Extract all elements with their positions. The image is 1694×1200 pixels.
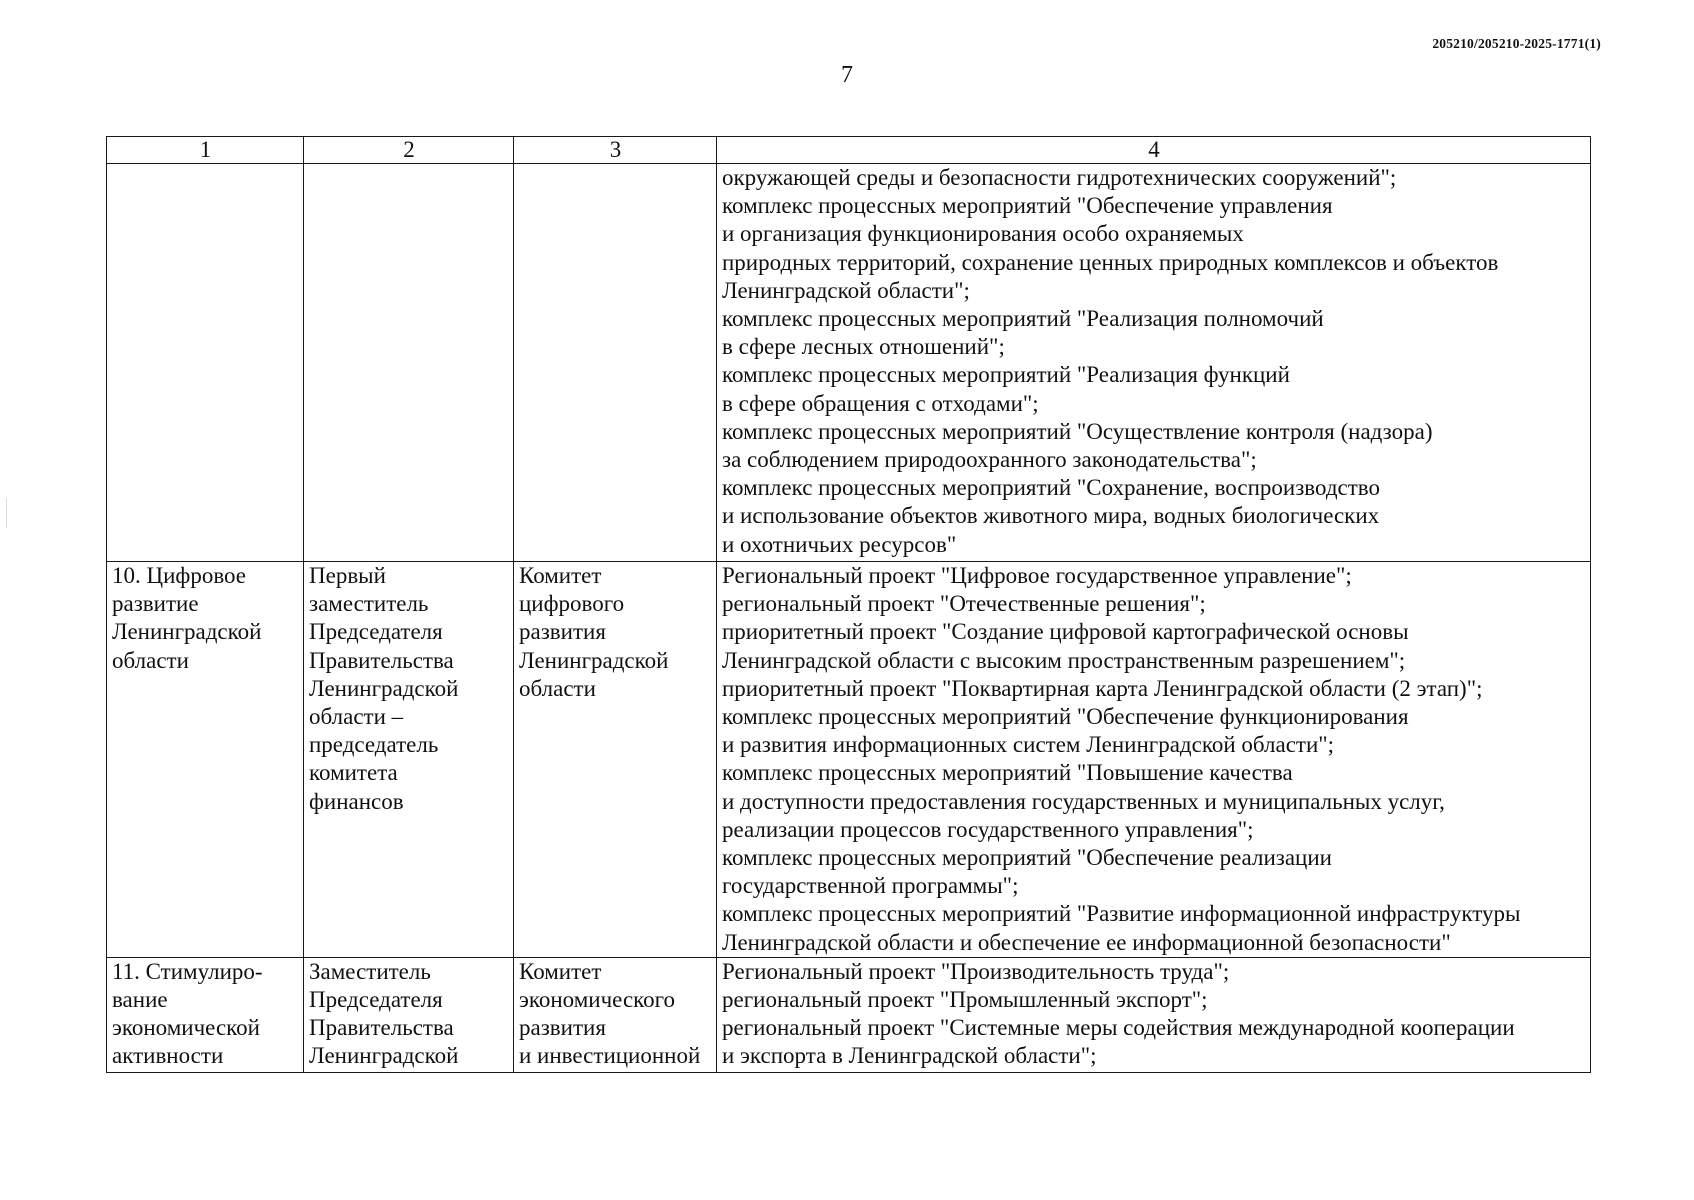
column-header: 2 (304, 137, 514, 164)
cell-text-line: комплекс процессных мероприятий "Реализация функций (722, 362, 1290, 388)
page-number: 7 (841, 62, 853, 88)
activities-cell (717, 957, 1591, 1072)
cell-text-line: комплекс процессных мероприятий "Осуществление контроля (надзора) (722, 418, 1433, 444)
cell-text-line: комплекс процессных мероприятий "Обеспечение реализации (722, 845, 1332, 871)
cell-text-line: за соблюдением природоохранного законодательства"; (722, 447, 1257, 473)
cell-text-line: окружающей среды и безопасности гидротехнических сооружений"; (722, 165, 1397, 190)
cell-text-line: и инвестиционной (519, 1043, 701, 1069)
cell-text-line: региональный проект "Системные меры содействия международной кооперации (722, 1015, 1515, 1041)
cell-text-line: финансов (309, 788, 404, 814)
cell-text-line: Ленинградской области"; (722, 277, 970, 303)
cell-text-line: комплекс процессных мероприятий "Сохранение, воспроизводство (722, 475, 1380, 501)
cell-text-line: комплекс процессных мероприятий "Обеспечение функционирования (722, 704, 1409, 730)
cell-text-line: Ленинградской области с высоким пространственным разрешением"; (722, 647, 1406, 673)
cell-text-line: председатель (309, 732, 439, 758)
cell-text-line: и организация функционирования особо охраняемых (722, 221, 1244, 247)
cell-text-line: Ленинградской (112, 619, 262, 645)
executor-cell (514, 164, 717, 562)
cell-text-line: Ленинградской области и обеспечение ее информационной безопасности" (722, 929, 1451, 955)
cell-text-line: экономического (519, 987, 676, 1013)
document-number: 205210/205210-2025-1771(1) (1432, 36, 1601, 51)
cell-text-line: Ленинградской (309, 675, 459, 701)
executor-cell (514, 562, 717, 958)
cell-text-line: и использование объектов животного мира, водных биологических (722, 503, 1380, 529)
cell-text-line: государственной программы"; (722, 873, 1019, 899)
column-header: 1 (107, 137, 304, 164)
cell-text-line: комплекс процессных мероприятий "Развитие информационной инфраструктуры (722, 901, 1521, 927)
cell-text-line: развития (519, 619, 606, 645)
cell-text-line: Комитет (519, 563, 602, 588)
cell-text-line: экономической (112, 1015, 260, 1041)
cell-text-line: Ленинградской (309, 1043, 459, 1069)
cell-text-line: развития (519, 1015, 606, 1041)
cell-text-line: развитие (112, 591, 199, 617)
program-name-cell (107, 164, 304, 562)
table-row (107, 562, 1591, 958)
cell-text-line: Правительства (309, 1015, 454, 1041)
activities-cell (717, 164, 1591, 562)
cell-text-line: Председателя (309, 619, 443, 645)
curator-cell (304, 957, 514, 1072)
cell-text-line: реализации процессов государственного управления"; (722, 816, 1254, 842)
cell-text-line: Комитет (519, 958, 602, 984)
cell-text-line: региональный проект "Отечественные решения"; (722, 591, 1206, 617)
cell-text-line: природных территорий, сохранение ценных природных комплексов и объектов (722, 249, 1499, 275)
cell-text-line: заместитель (309, 591, 429, 617)
program-name-cell (107, 562, 304, 958)
column-header: 4 (717, 137, 1591, 164)
activities-cell (717, 562, 1591, 958)
cell-text-line: в сфере обращения с отходами"; (722, 390, 1039, 416)
cell-text-line: 11. Стимулиро- (112, 958, 263, 984)
cell-text-line: и экспорта в Ленинградской области"; (722, 1043, 1097, 1069)
cell-text-line: Председателя (309, 987, 443, 1013)
scan-margin-mark (6, 498, 7, 528)
program-name-cell (107, 957, 304, 1072)
column-header: 3 (514, 137, 717, 164)
cell-text-line: и охотничьих ресурсов" (722, 531, 957, 557)
cell-text-line: комитета (309, 760, 398, 786)
program-table (106, 136, 1591, 1073)
cell-text-line: Правительства (309, 647, 454, 673)
cell-text-line: цифрового (519, 591, 625, 617)
cell-text-line: области (519, 675, 596, 701)
cell-text-line: активности (112, 1043, 224, 1069)
cell-text-line: Ленинградской (519, 647, 669, 673)
executor-cell (514, 957, 717, 1072)
cell-text-line: комплекс процессных мероприятий "Реализация полномочий (722, 306, 1324, 332)
cell-text-line: приоритетный проект "Создание цифровой картографической основы (722, 619, 1409, 645)
cell-text-line: Региональный проект "Производительность труда"; (722, 958, 1230, 984)
table-header-row (107, 137, 1591, 164)
cell-text-line: комплекс процессных мероприятий "Повышение качества (722, 760, 1293, 786)
table-row (107, 164, 1591, 562)
cell-text-line: и развития информационных систем Ленинградской области"; (722, 732, 1335, 758)
cell-text-line: 10. Цифровое (112, 563, 247, 588)
cell-text-line: комплекс процессных мероприятий "Обеспечение управления (722, 193, 1333, 219)
cell-text-line: приоритетный проект "Поквартирная карта Ленинградской области (2 этап)"; (722, 675, 1483, 701)
cell-text-line: Заместитель (309, 958, 431, 984)
cell-text-line: Первый (309, 563, 386, 588)
cell-text-line: вание (112, 987, 168, 1013)
cell-text-line: Региональный проект "Цифровое государственное управление"; (722, 563, 1352, 588)
table-row (107, 957, 1591, 1072)
curator-cell (304, 562, 514, 958)
curator-cell (304, 164, 514, 562)
cell-text-line: и доступности предоставления государственных и муниципальных услуг, (722, 788, 1445, 814)
cell-text-line: региональный проект "Промышленный экспорт"; (722, 987, 1208, 1013)
cell-text-line: в сфере лесных отношений"; (722, 334, 1005, 360)
cell-text-line: области (112, 647, 189, 673)
cell-text-line: области – (309, 704, 404, 730)
